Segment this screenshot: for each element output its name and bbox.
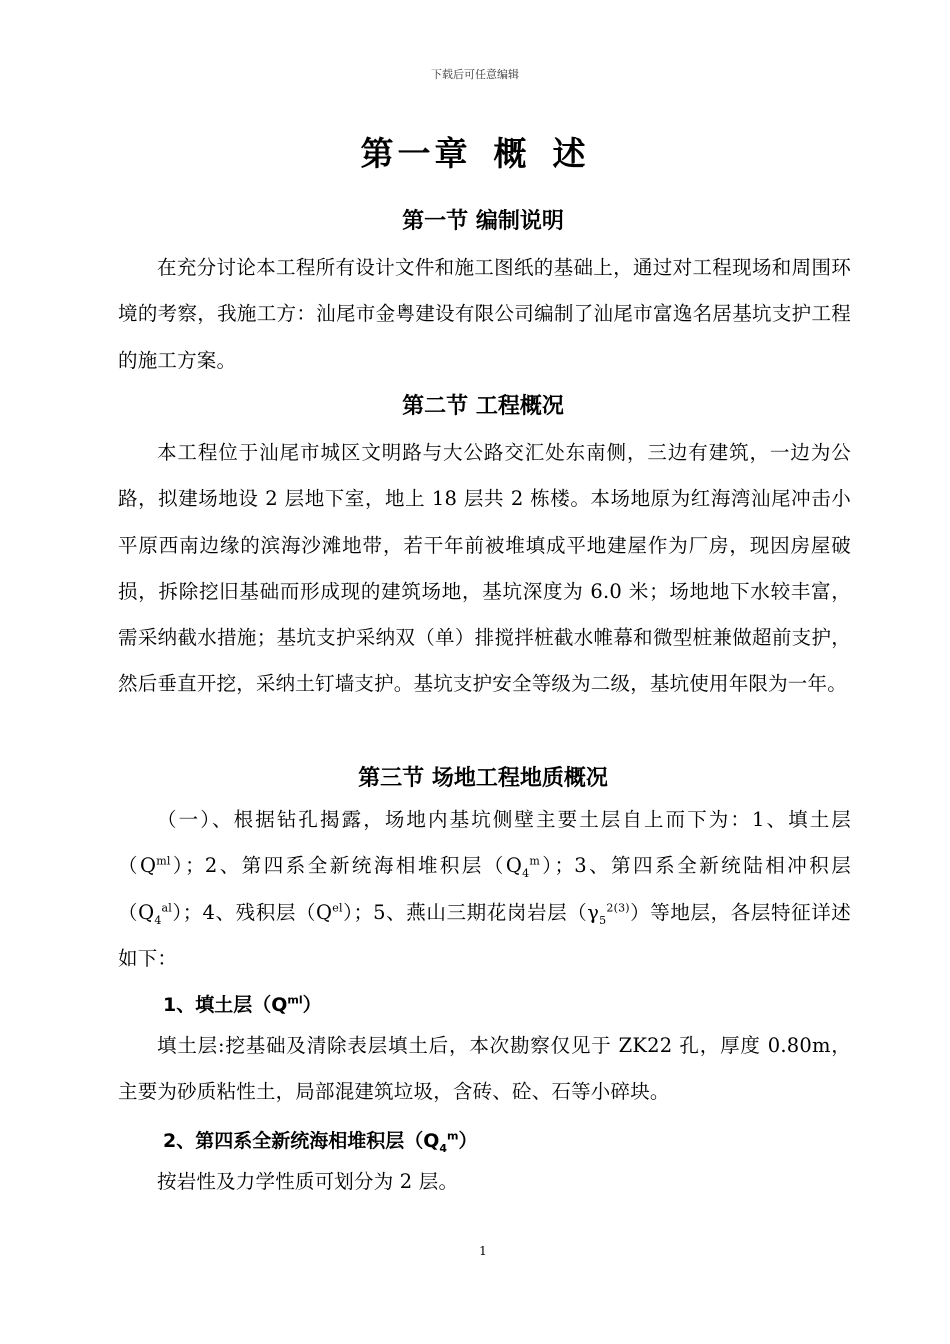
layer1-paragraph: 填土层:挖基础及清除表层填土后，本次勘察仅见于 ZK22 孔，厚度 0.80m，主要为砂质粘性土，局部混建筑垃圾，含砖、砼、石等小碎块。: [118, 1034, 851, 1104]
s3-text-d: ）；4、残积层（Q: [172, 900, 333, 924]
layer2-heading: [163, 1126, 478, 1153]
section1-paragraph: 在充分讨论本工程所有设计文件和施工图纸的基础上，通过对工程现场和周围环境的考察，我施工方：汕尾市金粤建设有限公司编制了汕尾市富逸名居基坑支护工程的施工方案。: [118, 256, 851, 372]
section1-body: [118, 245, 851, 384]
s3-text-f: ）等地层，各层特征详述如下：: [118, 900, 852, 970]
s3-sup5: 2(3): [606, 901, 630, 915]
s3-text-e: ）；5、燕山三期花岗岩层（γ: [342, 900, 600, 924]
s3-sup3: al: [161, 901, 172, 915]
layer1-head-a: 1、填土层（Q: [163, 994, 288, 1016]
chapter-title: [0, 128, 950, 175]
section2-paragraph: 本工程位于汕尾市城区文明路与大公路交汇处东南侧，三边有建筑，一边为公路，拟建场地设 2 层地下室，地上 18 层共 2 栋楼。本场地原为红海湾汕尾冲击小平原西南边缘的滨海沙滩地带，若干年前被堆填成平地建屋作为厂房，现因房屋破损，拆除挖旧基础而形成现的建筑场地，基坑深度为 6.0 米；场地地下水较丰富，需采纳截水措施；基坑支护采纳双（单）排搅拌桩截水帷幕和微型桩兼做超前支护，然后垂直开挖，采纳土钉墙支护。基坑支护安全等级为二级，基坑使用年限为一年。: [118, 441, 851, 696]
chapter-title-part2: 概: [493, 134, 531, 173]
section3-title: 第三节 场地工程地质概况: [358, 766, 608, 791]
s3-text-b: ）；2、第四系全新统海相堆积层（Q: [170, 854, 523, 878]
section2-title: 第二节 工程概况: [402, 394, 564, 419]
header-note: 下载后可任意编辑: [431, 68, 519, 81]
layer1-head-sup: ml: [287, 993, 303, 1007]
layer2-head-a: 2、第四系全新统海相堆积层（Q: [163, 1130, 440, 1152]
page-number: 1: [479, 1244, 487, 1258]
section3-paragraph: [118, 797, 851, 982]
s3-sub3: 4: [154, 913, 162, 927]
layer2-paragraph: 按岩性及力学性质可划分为 2 层。: [157, 1170, 459, 1193]
s3-text-c: ）；3、第四系全新统陆相冲积层（Q: [118, 854, 851, 924]
s3-sup4: el: [332, 901, 343, 915]
layer2-head-sub: 4: [439, 1141, 448, 1155]
section3-body: [118, 797, 851, 982]
s3-text-a: （一）、根据钻孔揭露，场地内基坑侧壁主要土层自上而下为：1、填土层（Q: [118, 808, 851, 878]
s3-sup2: m: [529, 854, 540, 868]
layer1-heading: [163, 990, 322, 1017]
layer2-body: [118, 1159, 851, 1205]
s3-sub2: 4: [522, 867, 530, 881]
chapter-title-part1: 第一章: [360, 134, 472, 173]
s3-sup1: ml: [156, 854, 171, 868]
chapter-title-part3: 述: [552, 134, 590, 173]
s3-sub5: 5: [599, 913, 607, 927]
layer1-body: [118, 1023, 851, 1116]
layer2-head-sup: m: [447, 1129, 459, 1143]
layer1-head-b: ）: [302, 994, 322, 1016]
layer2-head-b: ）: [458, 1130, 478, 1152]
section1-title: 第一节 编制说明: [402, 209, 564, 234]
section2-body: [118, 430, 851, 708]
